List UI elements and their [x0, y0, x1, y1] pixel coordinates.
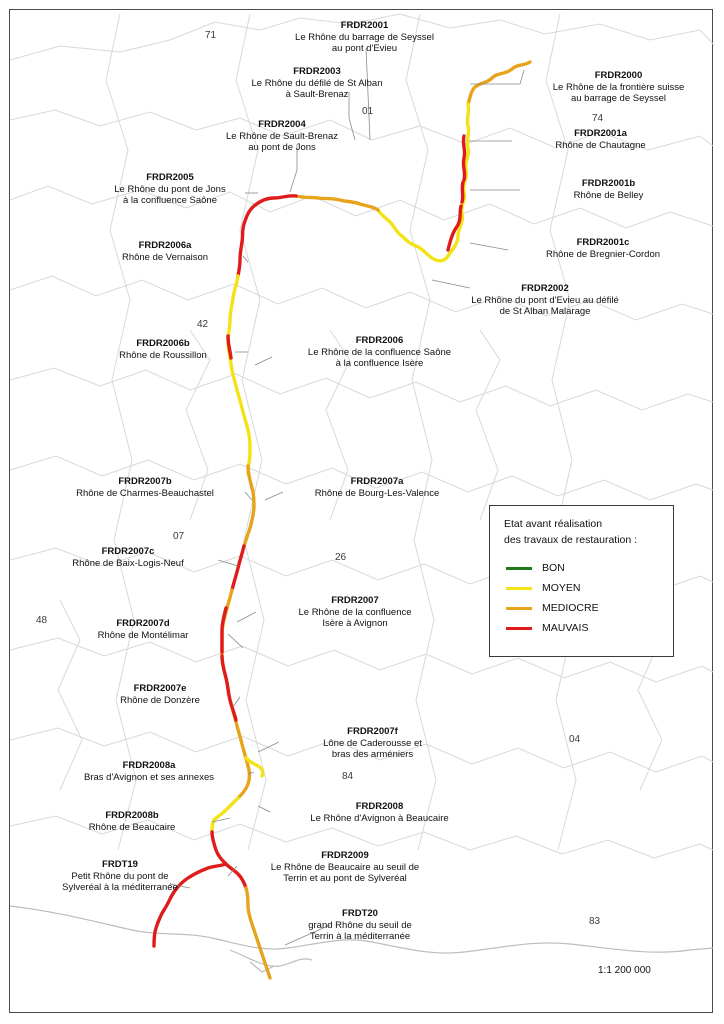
map-label-line: Le Rhône de la confluence	[298, 606, 412, 618]
map-label-line: Rhône de Donzère	[120, 694, 200, 706]
map-label-line: Sylveréal à la méditerranée	[62, 882, 178, 893]
map-label-line: Rhône de Charmes-Beauchastel	[76, 487, 214, 499]
map-label-frdr2001b	[521, 178, 696, 201]
map-label-frdr2007b	[40, 476, 250, 499]
map-label-line: Le Rhône du pont de Jons	[114, 183, 226, 195]
map-label-frdr2003	[217, 66, 417, 101]
department-number: 01	[362, 106, 374, 117]
map-label-line: Lône de Caderousse et	[323, 737, 422, 749]
map-label-frdr2007f	[280, 726, 465, 761]
map-label-code: FRDR2007c	[101, 546, 155, 557]
legend-items	[490, 558, 673, 638]
map-label-frdr2008a	[44, 760, 254, 783]
map-label-code: FRDR2000	[594, 70, 643, 81]
map-label-line: Bras d'Avignon et ses annexes	[84, 771, 214, 783]
map-label-line: Le Rhône d'Avignon à Beaucaire	[310, 812, 449, 824]
legend-item-bon	[506, 558, 673, 578]
map-label-line: Rhône de Baix-Logis-Neuf	[72, 557, 184, 569]
map-label-line: Le Rhône de Beaucaire au seuil de	[270, 861, 420, 873]
legend-item-label: MAUVAIS	[542, 622, 589, 634]
map-label-code: FRDR2007a	[350, 476, 404, 487]
map-label-frdr2001	[262, 20, 467, 55]
map-label-line: Le Rhône du barrage de Seyssel	[295, 31, 434, 43]
map-label-code: FRDR2001a	[574, 128, 627, 139]
map-label-line: Le Rhône du pont d'Evieu au défilé	[471, 294, 619, 306]
map-label-code: FRDT20	[342, 908, 378, 919]
map-label-code: FRDR2008a	[122, 760, 176, 771]
map-label-frdr2007	[255, 595, 455, 630]
legend-title-line1: Etat avant réalisation	[504, 518, 603, 530]
map-label-line: Rhône de Montélimar	[97, 629, 189, 641]
legend-box	[489, 505, 674, 657]
legend-item-mauvais	[506, 618, 673, 638]
legend-item-label: MOYEN	[542, 582, 581, 594]
map-label-frdr2008	[272, 801, 487, 824]
department-number: 42	[197, 319, 209, 330]
map-label-code: FRDR2006a	[138, 240, 192, 251]
map-label-line: à la confluence Isère	[335, 358, 424, 369]
department-number: 71	[205, 30, 217, 41]
map-label-frdr2006	[272, 335, 487, 370]
map-label-code: FRDR2007	[331, 595, 379, 606]
map-label-line: Rhône de Belley	[573, 189, 644, 201]
map-label-line: Rhône de Bourg-Les-Valence	[314, 487, 440, 499]
map-label-line: Terrin à la méditerranée	[309, 931, 411, 942]
legend-title-line2: des travaux de restauration :	[504, 534, 638, 546]
map-label-frdr2004	[192, 119, 372, 154]
department-number: 83	[589, 916, 601, 927]
map-label-frdr2006b	[78, 338, 248, 361]
legend-item-label: MEDIOCRE	[542, 602, 599, 614]
map-label-line: Rhône de Beaucaire	[88, 821, 176, 833]
map-label-code: FRDR2001	[340, 20, 389, 31]
legend-color-swatch	[506, 627, 532, 630]
department-number: 84	[342, 771, 354, 782]
map-label-line: de St Alban Malarage	[499, 306, 591, 317]
map-label-line: Rhône de Roussillon	[119, 349, 207, 361]
map-label-frdr2009	[230, 850, 460, 885]
department-number: 07	[173, 531, 185, 542]
map-label-line: Rhône de Chautagne	[555, 139, 646, 151]
map-label-code: FRDT19	[102, 859, 138, 870]
map-label-code: FRDR2007b	[118, 476, 172, 487]
map-label-code: FRDR2003	[293, 66, 341, 77]
map-label-frdr2008b	[52, 810, 212, 833]
map-label-code: FRDR2006	[355, 335, 404, 346]
map-label-line: Terrin et au pont de Sylveréal	[283, 873, 407, 884]
map-label-frdt19	[20, 859, 220, 894]
map-label-line: à Sault-Brenaz	[285, 89, 349, 100]
legend-title	[490, 506, 673, 548]
scale-text: 1:1 200 000	[598, 965, 651, 976]
legend-color-swatch	[506, 587, 532, 590]
legend-item-moyen	[506, 578, 673, 598]
map-label-line: Le Rhône de Sault-Brenaz	[226, 130, 338, 142]
map-label-code: FRDR2005	[146, 172, 194, 183]
map-label-line: Rhône de Bregnier-Cordon	[545, 248, 661, 260]
map-label-line: Le Rhône du défilé de St Alban	[251, 77, 383, 89]
map-label-line: à la confluence Saône	[122, 195, 218, 206]
map-label-frdr2007a	[277, 476, 477, 499]
map-label-code: FRDR2001c	[576, 237, 630, 248]
map-label-line: Isère à Avignon	[322, 618, 388, 629]
map-label-code: FRDR2008b	[105, 810, 159, 821]
map-label-line: Rhône de Vernaison	[121, 251, 209, 263]
map-label-line: grand Rhône du seuil de	[308, 919, 412, 931]
map-label-code: FRDR2007e	[133, 683, 187, 694]
map-label-code: FRDR2004	[258, 119, 306, 130]
map-label-line: au barrage de Seyssel	[570, 93, 667, 104]
map-label-frdt20	[270, 908, 450, 943]
map-label-code: FRDR2007d	[116, 618, 170, 629]
map-label-frdr2007e	[80, 683, 240, 706]
legend-color-swatch	[506, 567, 532, 570]
map-label-frdr2001c	[508, 237, 698, 260]
map-label-code: FRDR2006b	[136, 338, 190, 349]
map-label-frdr2001a	[513, 128, 688, 151]
map-label-frdr2007c	[38, 546, 218, 569]
department-number: 74	[592, 113, 604, 124]
department-number: 04	[569, 734, 581, 745]
map-label-frdr2007d	[58, 618, 228, 641]
map-label-frdr2002	[430, 283, 660, 318]
map-label-code: FRDR2002	[521, 283, 569, 294]
map-label-line: Le Rhône de la confluence Saône	[307, 346, 452, 358]
legend-item-label: BON	[542, 562, 565, 574]
map-label-line: Le Rhône de la frontière suisse	[552, 81, 685, 93]
department-number: 48	[36, 615, 48, 626]
map-label-code: FRDR2009	[321, 850, 369, 861]
map-label-code: FRDR2001b	[581, 178, 636, 189]
department-number: 26	[335, 552, 347, 563]
map-label-line: au pont d'Evieu	[331, 43, 398, 54]
map-label-frdr2005	[80, 172, 260, 207]
map-label-line: au pont de Jons	[248, 142, 316, 153]
map-label-frdr2006a	[85, 240, 245, 263]
map-label-code: FRDR2007f	[347, 726, 398, 737]
legend-color-swatch	[506, 607, 532, 610]
map-label-frdr2000	[521, 70, 716, 105]
legend-item-mediocre	[506, 598, 673, 618]
map-label-line: bras des arméniers	[331, 749, 414, 760]
map-label-line: Petit Rhône du pont de	[71, 870, 169, 882]
map-label-code: FRDR2008	[355, 801, 404, 812]
